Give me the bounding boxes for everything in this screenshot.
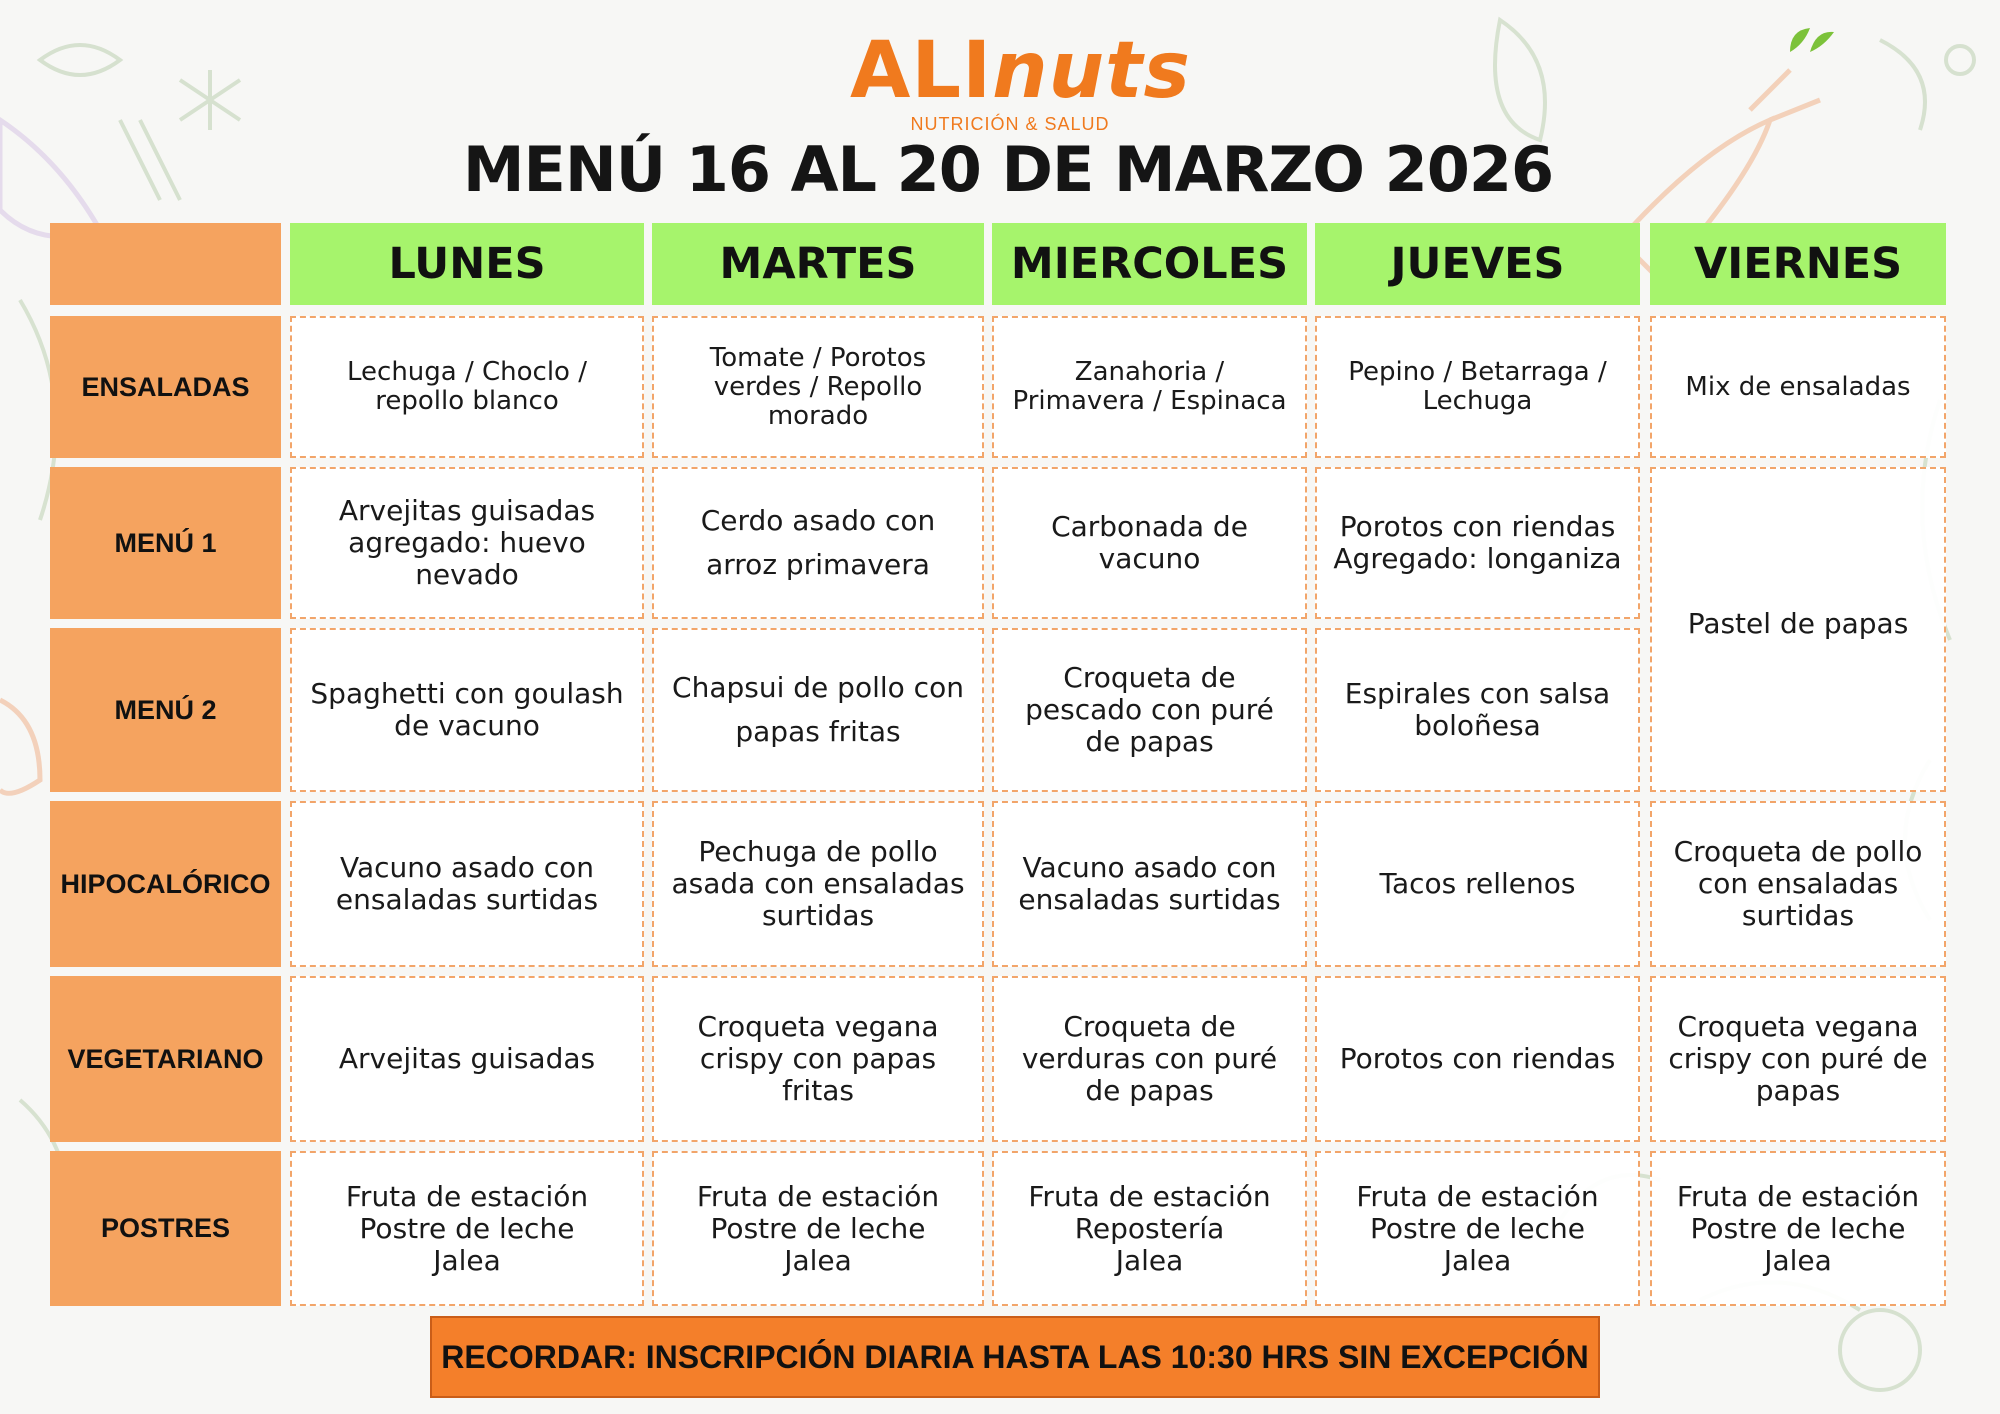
cell-hipocalorico-jueves: Tacos rellenos (1315, 801, 1640, 967)
cell-hipocalorico-martes: Pechuga de pollo asada con ensaladas surtidas (652, 801, 984, 967)
header-jueves: JUEVES (1315, 223, 1640, 305)
cell-vegetariano-lunes: Arvejitas guisadas (290, 976, 644, 1142)
row-menu-2: MENÚ 2 (50, 628, 281, 792)
menu-title: MENÚ 16 AL 20 DE MARZO 2026 (462, 133, 1554, 206)
cell-menu2-martes: Chapsui de pollo con papas fritas (652, 628, 984, 792)
cell-menu2-jueves: Espirales con salsa boloñesa (1315, 628, 1640, 792)
cell-ensaladas-miercoles: Zanahoria / Primavera / Espinaca (992, 316, 1307, 458)
cell-ensaladas-jueves: Pepino / Betarraga / Lechuga (1315, 316, 1640, 458)
cell-vegetariano-jueves: Porotos con riendas (1315, 976, 1640, 1142)
alinuts-logo (850, 22, 1191, 134)
header-martes: MARTES (652, 223, 984, 305)
cell-postres-martes: Fruta de estación Postre de leche Jalea (652, 1151, 984, 1306)
header-lunes: LUNES (290, 223, 644, 305)
row-postres: POSTRES (50, 1151, 281, 1306)
header-miercoles: MIERCOLES (992, 223, 1307, 305)
row-ensaladas: ENSALADAS (50, 316, 281, 458)
viernes-menu-text: Pastel de papas (1687, 607, 1909, 640)
cell-vegetariano-viernes: Croqueta vegana crispy con puré de papas (1650, 976, 1946, 1142)
cell-vegetariano-martes: Croqueta vegana crispy con papas fritas (652, 976, 984, 1142)
logo-subtitle: NUTRICIÓN & SALUD (910, 114, 1110, 134)
cell-menu-viernes (1650, 467, 1946, 792)
cell-ensaladas-lunes: Lechuga / Choclo / repollo blanco (290, 316, 644, 458)
cell-menu2-lunes: Spaghetti con goulash de vacuno (290, 628, 644, 792)
cell-postres-miercoles: Fruta de estación Repostería Jalea (992, 1151, 1307, 1306)
cell-hipocalorico-lunes: Vacuno asado con ensaladas surtidas (290, 801, 644, 967)
cell-ensaladas-martes: Tomate / Porotos verdes / Repollo morado (652, 316, 984, 458)
cell-hipocalorico-viernes: Croqueta de pollo con ensaladas surtidas (1650, 801, 1946, 967)
header-viernes: VIERNES (1650, 223, 1946, 305)
cell-vegetariano-miercoles: Croqueta de verduras con puré de papas (992, 976, 1307, 1142)
row-hipocalorico: HIPOCALÓRICO (50, 801, 281, 967)
cell-menu1-martes: Cerdo asado con arroz primavera (652, 467, 984, 619)
cell-ensaladas-viernes: Mix de ensaladas (1650, 316, 1946, 458)
reminder-banner: RECORDAR: INSCRIPCIÓN DIARIA HASTA LAS 10:30 HRS SIN EXCEPCIÓN (430, 1316, 1600, 1398)
logo-wordmark: ALInuts (850, 26, 1191, 116)
cell-menu1-lunes: Arvejitas guisadas agregado: huevo nevado (290, 467, 644, 619)
cell-menu1-jueves: Porotos con riendas Agregado: longaniza (1315, 467, 1640, 619)
cell-menu1-miercoles: Carbonada de vacuno (992, 467, 1307, 619)
cell-hipocalorico-miercoles: Vacuno asado con ensaladas surtidas (992, 801, 1307, 967)
cell-postres-lunes: Fruta de estación Postre de leche Jalea (290, 1151, 644, 1306)
cell-postres-jueves: Fruta de estación Postre de leche Jalea (1315, 1151, 1640, 1306)
row-menu-1: MENÚ 1 (50, 467, 281, 619)
cell-postres-viernes: Fruta de estación Postre de leche Jalea (1650, 1151, 1946, 1306)
cell-menu2-miercoles: Croqueta de pescado con puré de papas (992, 628, 1307, 792)
row-vegetariano: VEGETARIANO (50, 976, 281, 1142)
leaf-icon (1785, 24, 1835, 54)
table-corner (50, 223, 281, 305)
